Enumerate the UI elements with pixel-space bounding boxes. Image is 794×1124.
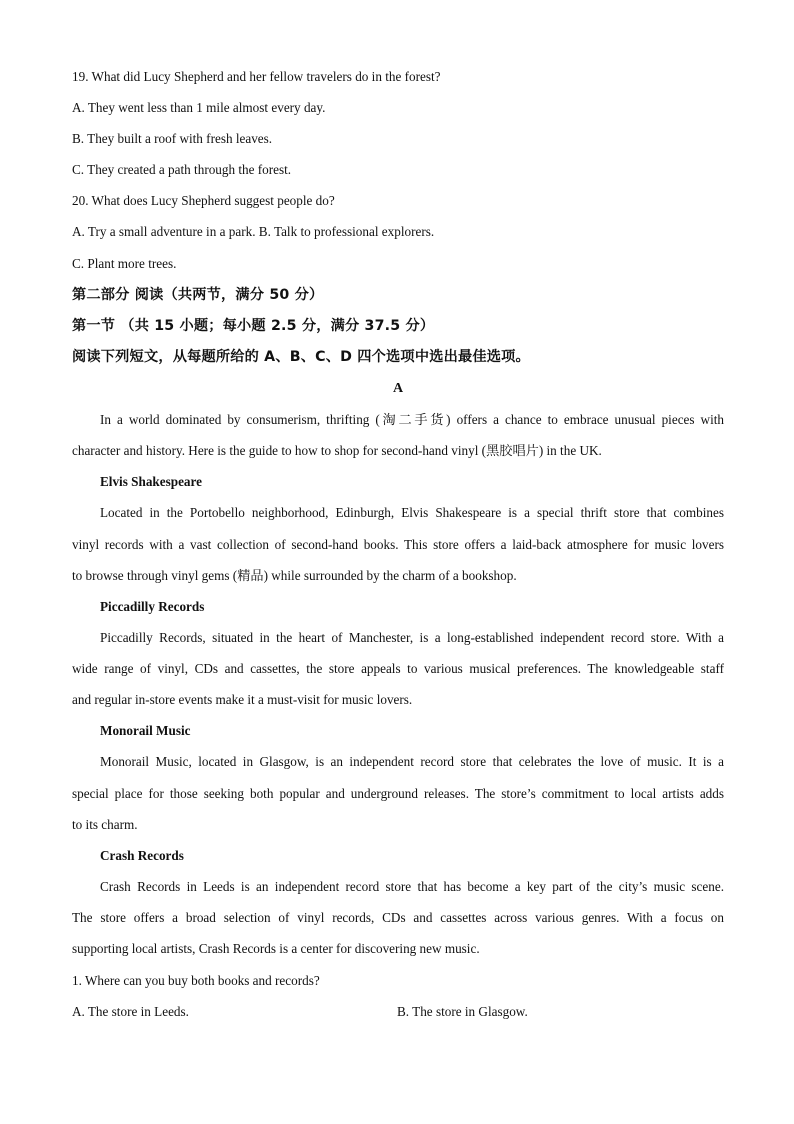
reading-instructions: 阅读下列短文，从每题所给的 A、B、C、D 四个选项中选出最佳选项。 [72, 349, 530, 365]
question-1-stem: 1. Where can you buy both books and records? [72, 973, 320, 988]
question-19-option-b: B. They built a roof with fresh leaves. [72, 131, 273, 146]
monorail-line-3: to its charm. [72, 817, 138, 832]
piccadilly-line-2: wide range of vinyl, CDs and cassettes, the store appeals to various musical preferences. The knowledgeable staff [72, 661, 724, 676]
section-one-title: 第一节 （共 15 小题；每小题 2.5 分，满分 37.5 分） [72, 318, 435, 334]
piccadilly-line-1: Piccadilly Records, situated in the heart of Manchester, is a long-established independent record store. With a [100, 630, 724, 645]
intro-line-1: In a world dominated by consumerism, thrifting (淘二手货) offers a chance to embrace unusual pieces with [100, 412, 724, 427]
piccadilly-line-3: and regular in-store events make it a must-visit for music lovers. [72, 692, 413, 707]
crash-line-1: Crash Records in Leeds is an independent record store that has become a key part of the city’s music scene. [100, 879, 724, 894]
part-two-title: 第二部分 阅读（共两节，满分 50 分） [72, 287, 324, 303]
store-heading-piccadilly-records: Piccadilly Records [100, 599, 205, 614]
question-20-options-a-b: A. Try a small adventure in a park. B. Talk to professional explorers. [72, 224, 435, 239]
question-20-option-c: C. Plant more trees. [72, 256, 177, 271]
store-heading-monorail-music: Monorail Music [100, 723, 191, 738]
passage-label: A [392, 381, 404, 396]
elvis-line-2: vinyl records with a vast collection of second-hand books. This store offers a laid-back atmosphere for music lovers [72, 537, 724, 552]
question-1-option-a: A. The store in Leeds. [72, 1004, 189, 1019]
store-heading-elvis-shakespeare: Elvis Shakespeare [100, 474, 202, 489]
question-19-stem: 19. What did Lucy Shepherd and her fellow travelers do in the forest? [72, 69, 441, 84]
monorail-line-1: Monorail Music, located in Glasgow, is an independent record store that celebrates the love of music. It is a [100, 754, 724, 769]
elvis-line-1: Located in the Portobello neighborhood, Edinburgh, Elvis Shakespeare is a special thrift store that combines [100, 505, 724, 520]
crash-line-3: supporting local artists, Crash Records is a center for discovering new music. [72, 941, 480, 956]
question-19-option-c: C. They created a path through the forest. [72, 162, 292, 177]
question-1-option-b: B. The store in Glasgow. [397, 1004, 528, 1019]
question-20-stem: 20. What does Lucy Shepherd suggest people do? [72, 193, 335, 208]
question-19-option-a: A. They went less than 1 mile almost every day. [72, 100, 326, 115]
crash-line-2: The store offers a broad selection of vinyl records, CDs and cassettes across various genres. With a focus on [72, 910, 724, 925]
store-heading-crash-records: Crash Records [100, 848, 184, 863]
elvis-line-3: to browse through vinyl gems (精品) while surrounded by the charm of a bookshop. [72, 568, 517, 583]
intro-line-2: character and history. Here is the guide to how to shop for second-hand vinyl (黑胶唱片) in the UK. [72, 443, 602, 458]
monorail-line-2: special place for those seeking both popular and underground releases. The store’s commitment to local artists adds [72, 786, 724, 801]
